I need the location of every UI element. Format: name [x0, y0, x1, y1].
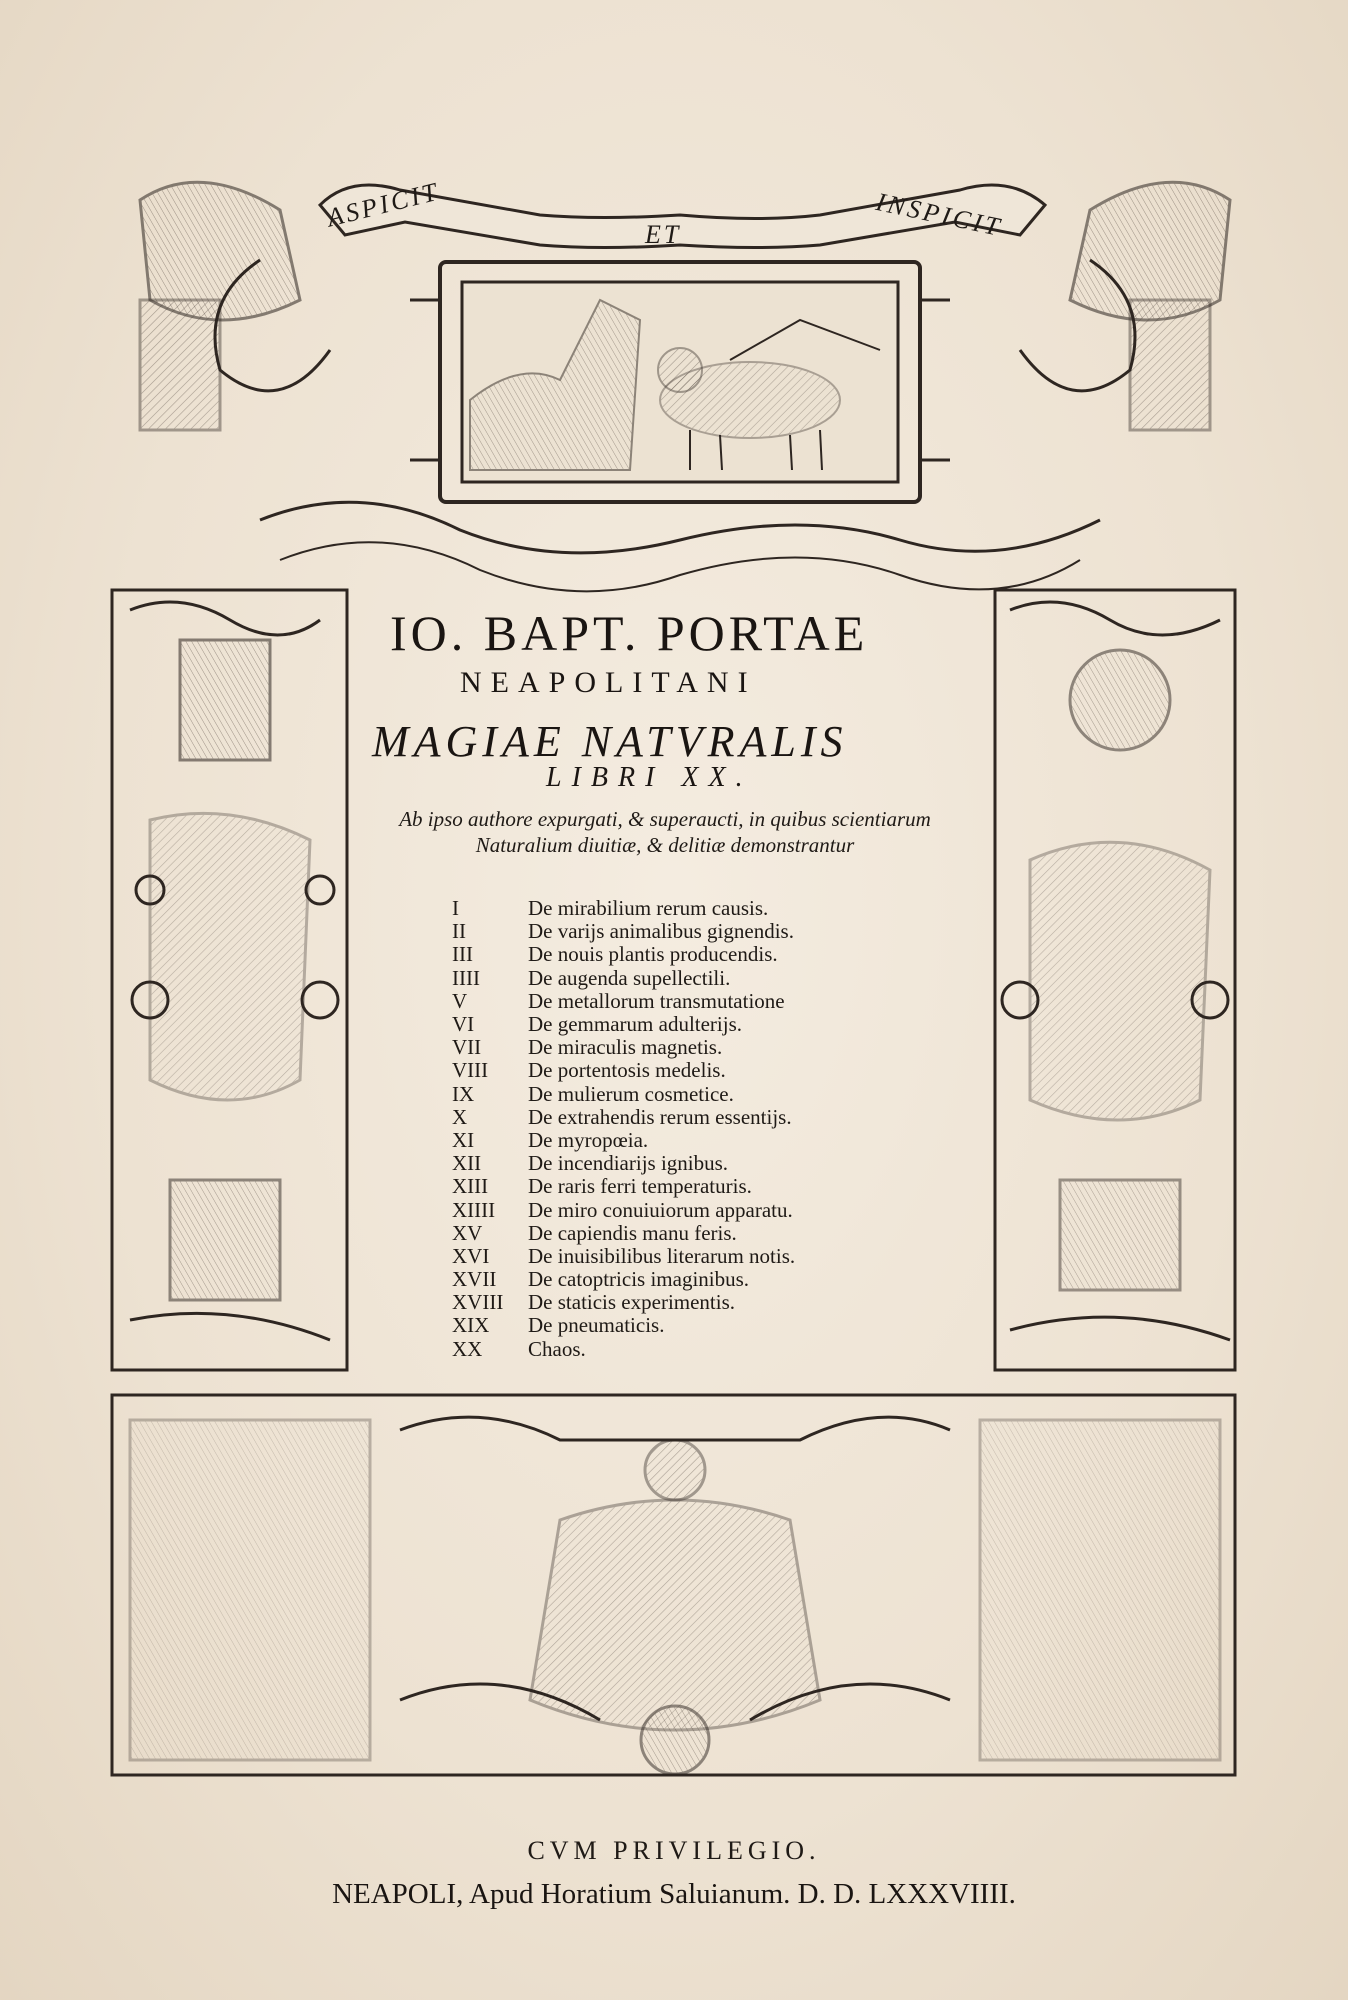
work-title: MAGIAE NATVRALIS [372, 717, 848, 766]
toc-number: XVII [452, 1267, 497, 1292]
toc-row [452, 1129, 952, 1152]
toc-number: VII [452, 1035, 482, 1060]
toc-number: X [452, 1104, 468, 1129]
toc-number: XIX [452, 1313, 490, 1338]
toc-title: De miraculis magnetis. [528, 1035, 723, 1060]
toc-title: De nouis plantis producendis. [528, 942, 778, 967]
motto-right: INSPICIT [873, 187, 1005, 243]
toc-title: De mulierum cosmetice. [528, 1081, 734, 1106]
toc-row [452, 1083, 952, 1106]
toc-title: De varijs animalibus gignendis. [528, 919, 794, 944]
toc-row [452, 1106, 952, 1129]
left-panel [112, 590, 347, 1370]
toc-title: Chaos. [528, 1336, 586, 1361]
toc-row [452, 1222, 952, 1245]
toc-row [452, 1036, 952, 1059]
toc-row [452, 1175, 952, 1198]
toc-number: XI [452, 1127, 475, 1152]
toc-row [452, 1314, 952, 1337]
toc-number: IX [452, 1081, 475, 1106]
toc-title: De metallorum transmutatione [528, 988, 785, 1013]
toc-number: XVI [452, 1243, 490, 1268]
bottom-frieze [112, 1395, 1235, 1775]
toc-row [452, 1291, 952, 1314]
motto-mid: ET [645, 220, 682, 249]
work-description: Ab ipso authore expurgati, & superaucti, in quibus scientiarum Naturalium diuitiæ, & delitiæ demonstrantur [399, 807, 931, 857]
toc-title: De pneumaticis. [528, 1313, 665, 1338]
toc-number: XVIII [452, 1290, 504, 1315]
toc-row [452, 990, 952, 1013]
toc-title: De extrahendis rerum essentijs. [528, 1104, 792, 1129]
right-panel [995, 590, 1235, 1370]
toc-number: XIIII [452, 1197, 496, 1222]
author-city: NEAPOLITANI [460, 666, 757, 699]
author-title: IO. BAPT. PORTAE [390, 605, 869, 661]
toc-title: De augenda supellectili. [528, 965, 731, 990]
toc-number: XIII [452, 1174, 489, 1199]
toc-row [452, 943, 952, 966]
toc-title: De portentosis medelis. [528, 1058, 726, 1083]
motto-left: ASPICIT [324, 176, 443, 233]
toc-title: De catoptricis imaginibus. [528, 1267, 750, 1292]
toc-row [452, 897, 952, 920]
toc-number: XX [452, 1336, 483, 1361]
table-of-contents [452, 897, 952, 1361]
toc-row [452, 1268, 952, 1291]
toc-title: De incendiarijs ignibus. [528, 1151, 729, 1176]
toc-number: VI [452, 1012, 475, 1037]
toc-row [452, 1152, 952, 1175]
toc-row [452, 1059, 952, 1082]
toc-row [452, 1338, 952, 1361]
toc-number: XV [452, 1220, 483, 1245]
toc-row [452, 1198, 952, 1221]
toc-row [452, 967, 952, 990]
toc-number: XII [452, 1151, 482, 1176]
imprint-line: NEAPOLI, Apud Horatium Saluianum. D. D. LXXXVIIII. [332, 1878, 1016, 1910]
toc-row [452, 1013, 952, 1036]
toc-number: I [452, 896, 459, 921]
toc-number: V [452, 988, 468, 1013]
toc-row [452, 1245, 952, 1268]
toc-title: De raris ferri temperaturis. [528, 1174, 752, 1199]
toc-number: II [452, 919, 466, 944]
toc-title: De capiendis manu feris. [528, 1220, 737, 1245]
toc-row [452, 920, 952, 943]
toc-title: De inuisibilibus literarum notis. [528, 1243, 796, 1268]
toc-title: De miro conuiuiorum apparatu. [528, 1197, 793, 1222]
books-count: LIBRI XX. [546, 762, 753, 793]
toc-title: De gemmarum adulterijs. [528, 1012, 743, 1037]
privilege-line: CVM PRIVILEGIO. [527, 1836, 821, 1865]
toc-title: De mirabilium rerum causis. [528, 896, 769, 921]
toc-number: III [452, 942, 473, 967]
toc-number: IIII [452, 965, 480, 990]
toc-number: VIII [452, 1058, 489, 1083]
toc-title: De staticis experimentis. [528, 1290, 736, 1315]
toc-title: De myropœia. [528, 1127, 649, 1152]
